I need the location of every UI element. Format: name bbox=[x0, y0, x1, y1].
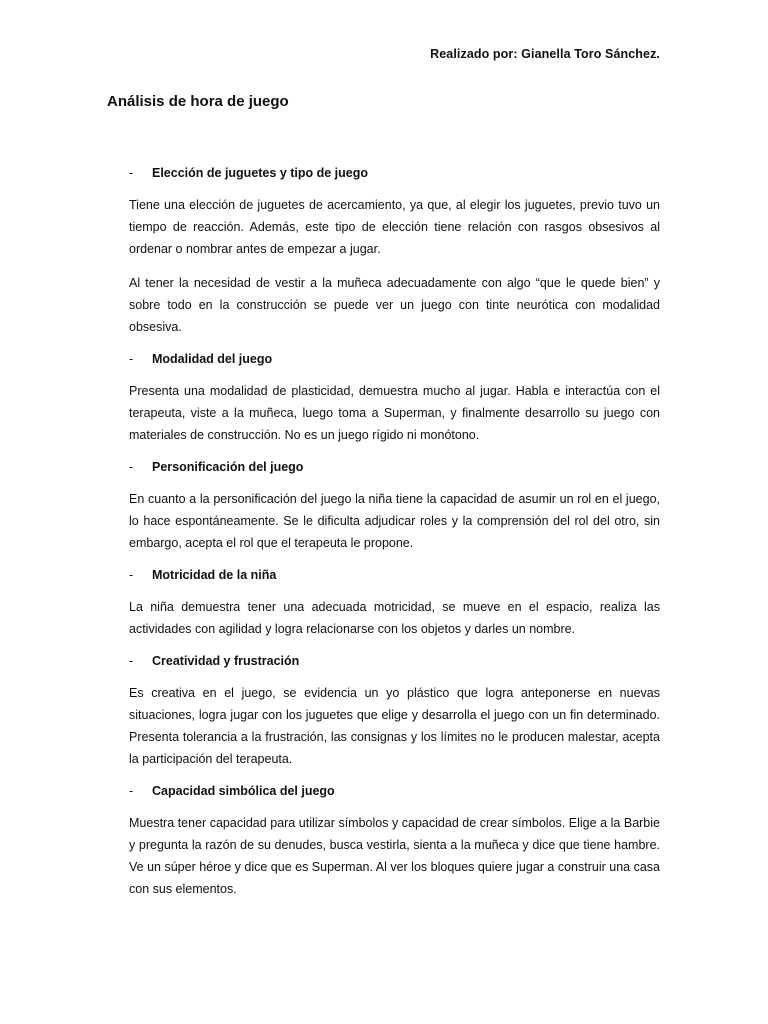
section-modalidad bbox=[129, 350, 660, 446]
bullet-dash: - bbox=[129, 166, 134, 180]
section-heading-text: Creatividad y frustración bbox=[152, 654, 300, 668]
section-heading-text: Capacidad simbólica del juego bbox=[152, 784, 335, 798]
paragraph: Tiene una elección de juguetes de acercamiento, ya que, al elegir los juguetes, previo tuvo un tiempo de reacción. Además, este tipo de elección tiene relación con rasgos obsesivos al ordenar o nombrar antes de empezar a jugar. bbox=[129, 198, 660, 256]
document-title: Análisis de hora de juego bbox=[107, 93, 289, 110]
section-heading bbox=[129, 782, 660, 800]
paragraph: Al tener la necesidad de vestir a la muñeca adecuadamente con algo “que le quede bien” y sobre todo en la construcción se puede ver un juego con tinte neurótica con modalidad obsesiva. bbox=[129, 276, 660, 334]
bullet-dash: - bbox=[129, 460, 134, 474]
section-heading bbox=[129, 458, 660, 476]
section-eleccion bbox=[129, 164, 660, 338]
section-heading bbox=[129, 566, 660, 584]
section-heading-text: Elección de juguetes y tipo de juego bbox=[152, 166, 369, 180]
bullet-dash: - bbox=[129, 784, 134, 798]
paragraph: La niña demuestra tener una adecuada motricidad, se mueve en el espacio, realiza las actividades con agilidad y logra relacionarse con los objetos y darles un nombre. bbox=[129, 600, 660, 636]
section-heading bbox=[129, 350, 660, 368]
section-heading-text: Motricidad de la niña bbox=[152, 568, 277, 582]
paragraph: Muestra tener capacidad para utilizar símbolos y capacidad de crear símbolos. Elige a la Barbie y pregunta la razón de su denudes, busca vestirla, sienta a la muñeca y dice que tiene hambre. Ve un súper héroe y dice que es Superman. Al ver los bloques quiere jugar a construir una casa con sus elementos. bbox=[129, 816, 660, 896]
section-heading-text: Personificación del juego bbox=[152, 460, 304, 474]
bullet-dash: - bbox=[129, 654, 134, 668]
paragraph: Es creativa en el juego, se evidencia un yo plástico que logra anteponerse en nuevas situaciones, logra jugar con los juguetes que elige y desarrolla el juego con un fin determinado. Presenta tolerancia a la frustración, las consignas y los límites no le producen malestar, acepta la participación del terapeuta. bbox=[129, 686, 660, 766]
author-line: Realizado por: Gianella Toro Sánchez. bbox=[430, 47, 660, 61]
paragraph: Presenta una modalidad de plasticidad, demuestra mucho al jugar. Habla e interactúa con el terapeuta, viste a la muñeca, luego toma a Superman, y finalmente desarrollo su juego con materiales de construcción. No es un juego rígido ni monótono. bbox=[129, 384, 660, 442]
section-heading-text: Modalidad del juego bbox=[152, 352, 273, 366]
bullet-dash: - bbox=[129, 352, 134, 366]
section-motricidad bbox=[129, 566, 660, 640]
section-creatividad bbox=[129, 652, 660, 770]
section-personificacion bbox=[129, 458, 660, 554]
bullet-dash: - bbox=[129, 568, 134, 582]
paragraph: En cuanto a la personificación del juego la niña tiene la capacidad de asumir un rol en el juego, lo hace espontáneamente. Se le dificulta adjudicar roles y la comprensión del rol del otro, sin embargo, acepta el rol que el terapeuta le propone. bbox=[129, 492, 660, 550]
section-capacidad-simbolica bbox=[129, 782, 660, 900]
section-heading bbox=[129, 164, 660, 182]
section-heading bbox=[129, 652, 660, 670]
document-body bbox=[129, 164, 660, 912]
